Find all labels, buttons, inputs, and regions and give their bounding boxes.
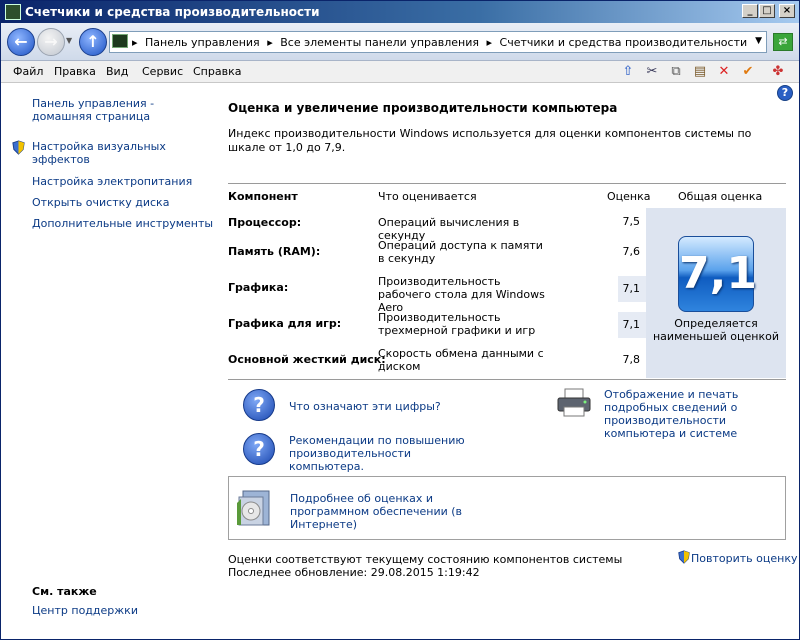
checkmark-icon[interactable]: ✔	[742, 64, 754, 79]
menu-tools[interactable]: Сервис	[142, 65, 184, 78]
row-component: Графика:	[228, 281, 289, 294]
row-what: Операций доступа к памяти в секунду	[378, 239, 543, 265]
forward-button[interactable]: →	[37, 28, 65, 56]
row-score: 7,1	[618, 276, 646, 302]
breadcrumb-separator[interactable]: ▸	[132, 36, 138, 49]
menu-view[interactable]: Вид	[106, 65, 129, 78]
rerun-assessment-link[interactable]: Повторить оценку	[691, 552, 798, 565]
help-icon[interactable]: ?	[777, 85, 793, 101]
row-component: Процессор:	[228, 216, 302, 229]
breadcrumb-item[interactable]: Счетчики и средства производительности	[499, 36, 748, 49]
row-component: Память (RAM):	[228, 245, 321, 258]
row-what: Операций вычисления в секунду	[378, 216, 520, 242]
close-button[interactable]: ×	[779, 4, 795, 18]
row-what: Скорость обмена данными с диском	[378, 347, 544, 373]
column-header-score: Оценка	[607, 190, 651, 203]
overall-score-badge: 7,1	[678, 236, 754, 312]
print-details-link[interactable]: Отображение и печать подробных сведений о производительности компьютера и системе	[604, 388, 739, 440]
row-score: 7,8	[622, 353, 640, 366]
column-header-overall: Общая оценка	[678, 190, 763, 203]
delete-icon[interactable]: ✕	[718, 64, 730, 79]
online-info-box	[228, 476, 786, 540]
up-folder-icon[interactable]: ⇧	[622, 64, 634, 79]
copy-icon[interactable]: ⧉	[671, 64, 681, 79]
menu-edit[interactable]: Правка	[54, 65, 96, 78]
page-description: Индекс производительности Windows используется для оценки компонентов системы по шкале от 1,0 до 7,9.	[228, 127, 752, 154]
sidebar-item-cp-home[interactable]: Панель управления - домашняя страница	[32, 97, 155, 123]
control-panel-icon	[112, 34, 128, 48]
column-header-what: Что оценивается	[378, 190, 477, 203]
window-title: Счетчики и средства производительности	[25, 5, 320, 19]
breadcrumb-separator[interactable]: ▸	[267, 36, 273, 49]
back-button[interactable]: ←	[7, 28, 35, 56]
row-component: Графика для игр:	[228, 317, 342, 330]
row-score: 7,1	[618, 312, 646, 338]
row-score: 7,6	[622, 245, 640, 258]
uac-shield-icon	[677, 550, 691, 564]
overall-score-note: Определяется наименьшей оценкой	[652, 317, 779, 343]
divider	[228, 379, 786, 380]
navigation-bar	[1, 23, 799, 61]
uac-shield-icon	[11, 140, 26, 155]
see-also-heading: См. также	[32, 585, 97, 598]
help-question-icon: ?	[243, 389, 275, 421]
overall-score-panel	[646, 208, 786, 378]
sidebar-item-disk-cleanup[interactable]: Открыть очистку диска	[32, 196, 170, 209]
title-bar	[1, 1, 799, 23]
sidebar-item-advanced-tools[interactable]: Дополнительные инструменты	[32, 217, 214, 230]
history-dropdown-icon[interactable]: ▼	[66, 36, 73, 45]
sidebar-item-visual-effects[interactable]: Настройка визуальных эффектов	[32, 140, 166, 166]
address-dropdown-icon[interactable]: ▼	[755, 36, 762, 46]
printer-icon	[556, 388, 592, 418]
maximize-button[interactable]: □	[759, 4, 775, 18]
go-button[interactable]: ⇄	[773, 33, 793, 51]
what-numbers-link[interactable]: Что означают эти цифры?	[289, 400, 441, 413]
menu-file[interactable]: Файл	[13, 65, 44, 78]
breadcrumb-item[interactable]: Панель управления	[145, 36, 260, 49]
up-button[interactable]: ↑	[79, 28, 107, 56]
column-header-component: Компонент	[228, 190, 298, 203]
help-question-icon: ?	[243, 433, 275, 465]
app-icon	[5, 4, 21, 20]
online-info-link[interactable]: Подробнее об оценках и программном обеспечении (в Интернете)	[290, 492, 463, 531]
breadcrumb-item[interactable]: Все элементы панели управления	[280, 36, 479, 49]
divider	[228, 183, 786, 184]
minimize-button[interactable]: _	[742, 4, 758, 18]
breadcrumb	[132, 36, 751, 49]
sidebar-item-power[interactable]: Настройка электропитания	[32, 175, 193, 188]
page-title: Оценка и увеличение производительности компьютера	[228, 101, 618, 115]
menu-bar	[1, 61, 799, 83]
paste-icon[interactable]: ▤	[693, 64, 707, 79]
menu-help[interactable]: Справка	[193, 65, 242, 78]
windows-logo-icon[interactable]: ✤	[772, 64, 784, 79]
row-what: Производительность рабочего стола для Windows Aero	[378, 275, 545, 314]
address-bar[interactable]	[109, 31, 767, 53]
content-area	[1, 83, 799, 639]
row-component: Основной жесткий диск:	[228, 353, 386, 366]
breadcrumb-separator[interactable]: ▸	[486, 36, 493, 49]
status-text: Оценки соответствуют текущему состоянию компонентов системы	[228, 553, 623, 566]
last-update-text: Последнее обновление: 29.08.2015 1:19:42	[228, 566, 480, 579]
row-score: 7,5	[622, 215, 640, 228]
tips-link[interactable]: Рекомендации по повышению производительности компьютера.	[289, 434, 465, 473]
row-what: Производительность трехмерной графики и игр	[378, 311, 536, 337]
software-box-icon	[237, 489, 271, 527]
support-center-link[interactable]: Центр поддержки	[32, 604, 138, 617]
cut-icon[interactable]: ✂	[646, 64, 658, 79]
